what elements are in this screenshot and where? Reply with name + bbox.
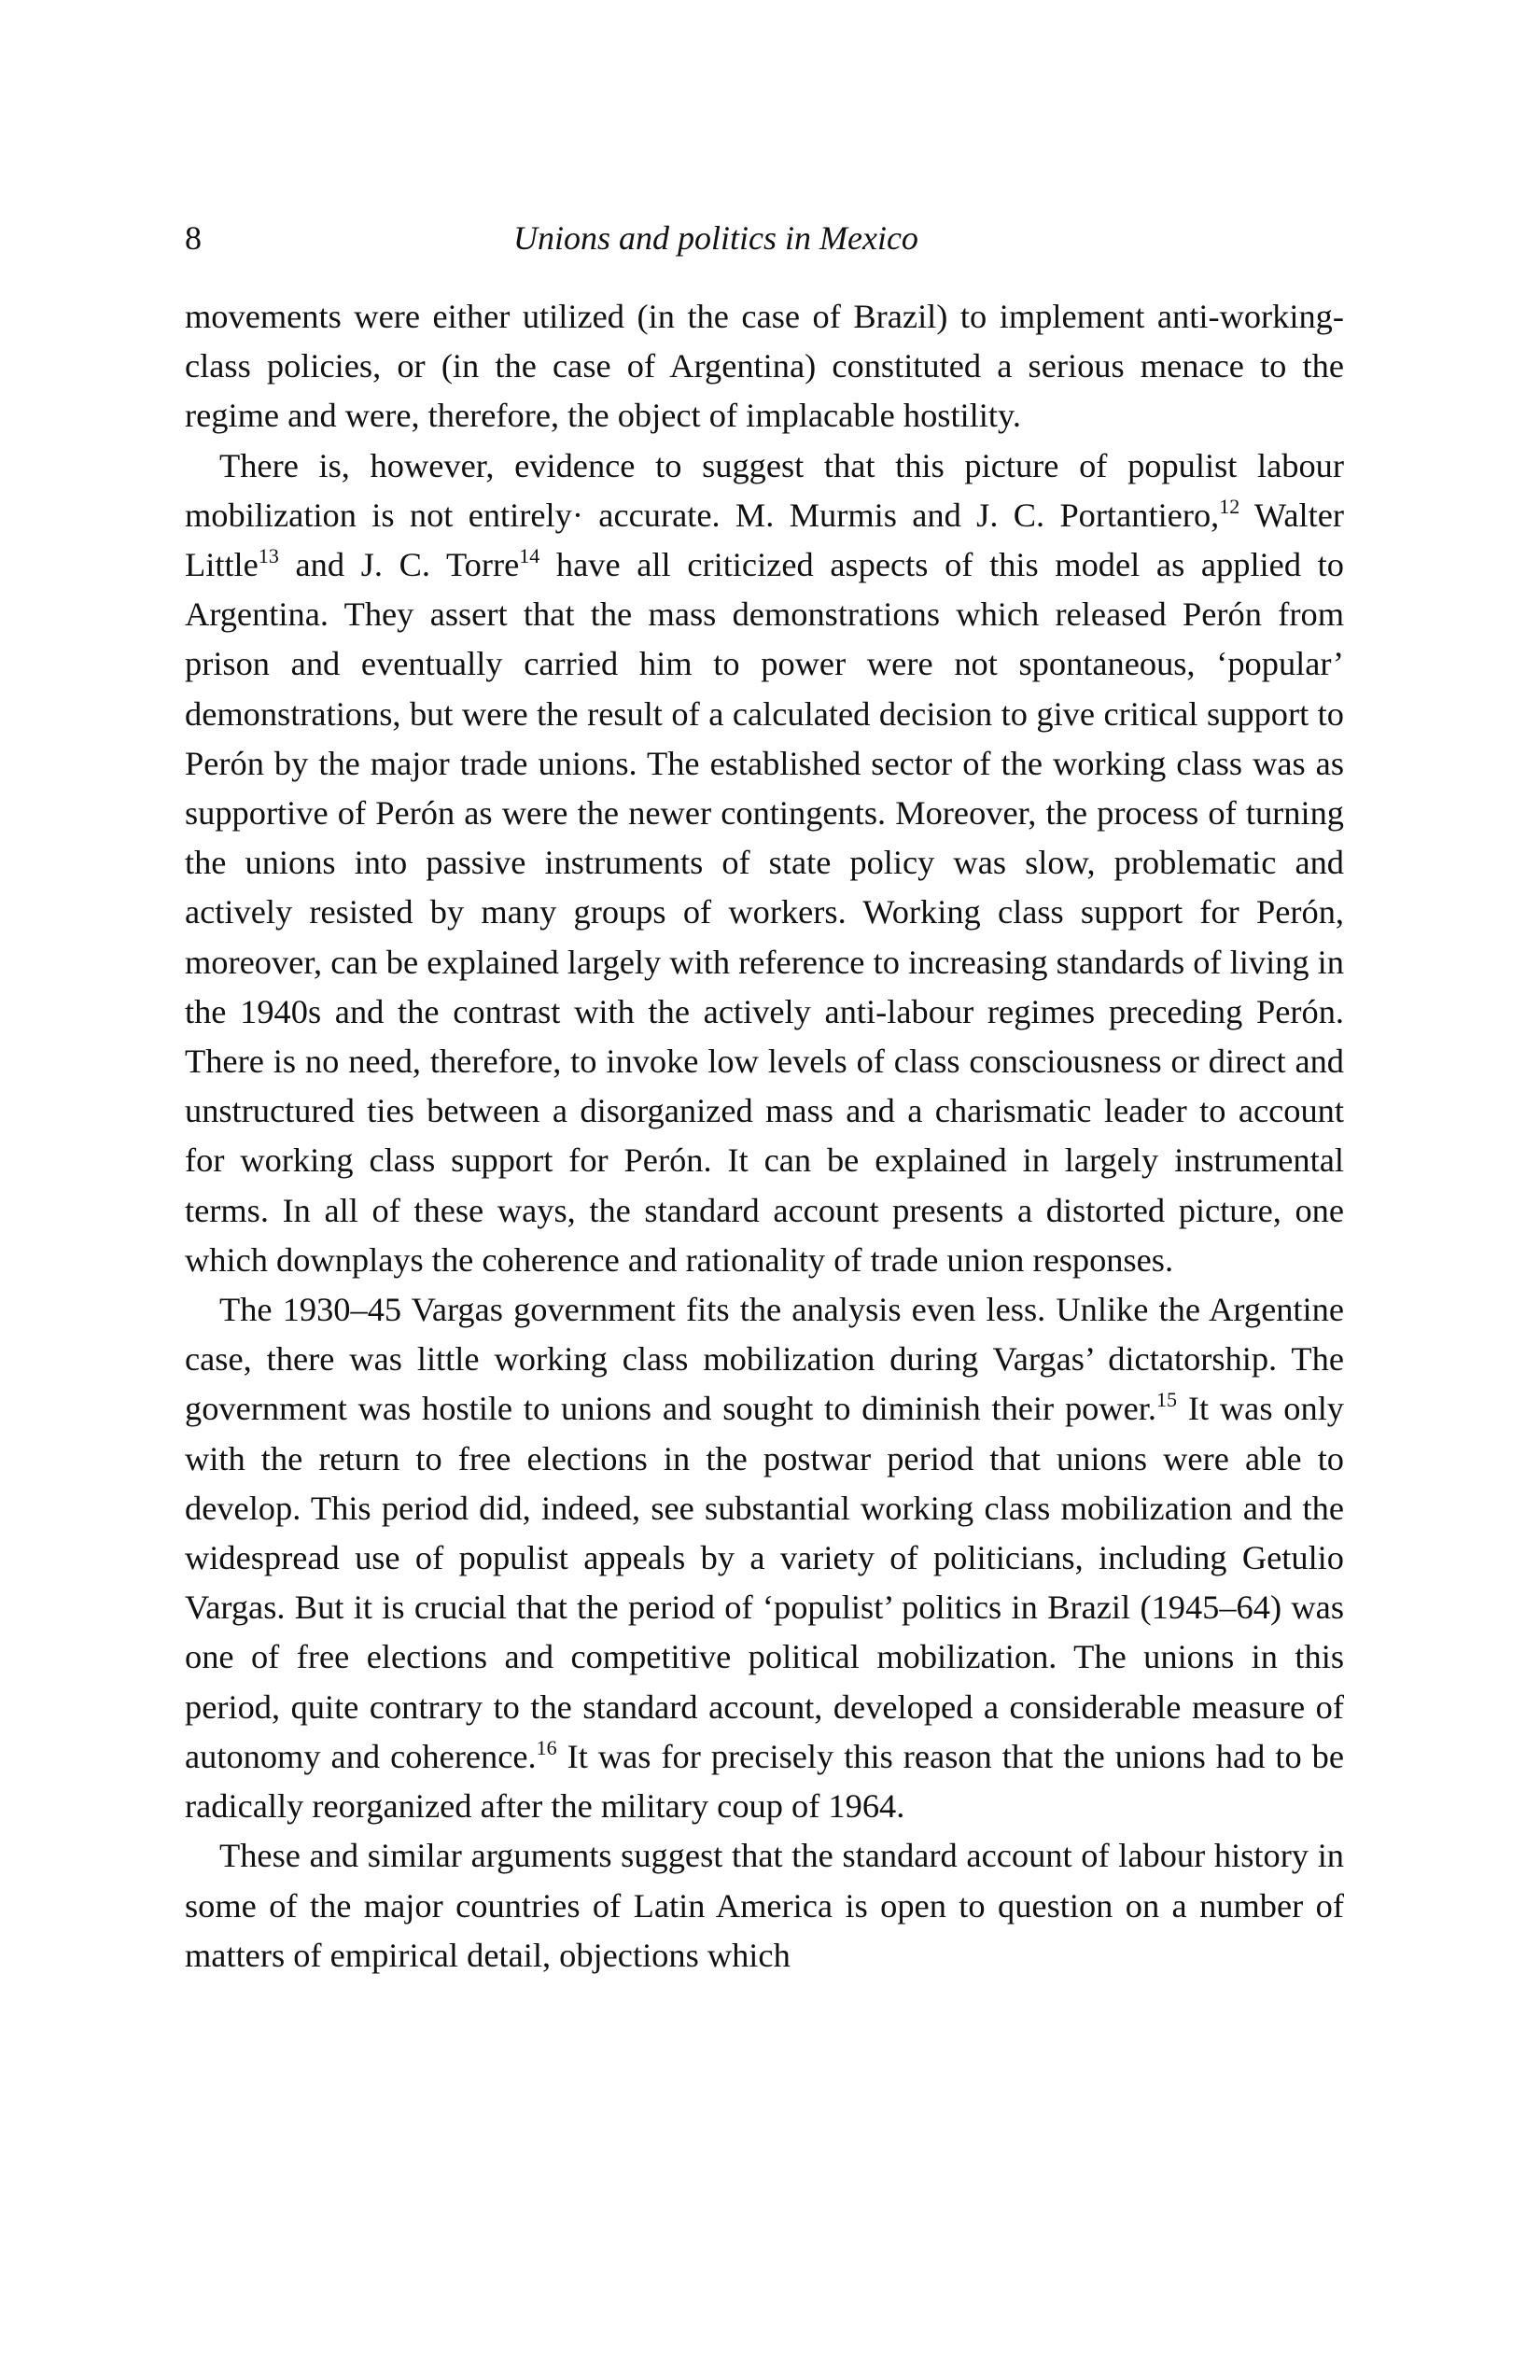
paragraph-2-text-b: Walter Little bbox=[185, 496, 1344, 584]
paragraph-3-text-c: It was for precisely this reason that the unions had to be radically reorganized after the military coup of 1964. bbox=[185, 1737, 1344, 1826]
paragraph-2-text-d: have all criticized aspects of this model as applied to Argentina. They assert that the mass demonstrations which released Perón from prison and eventually carried him to power were not spontaneous, ‘popular’ demonstrations, but were the result of a calculated decision to give critical support to Perón by the major trade unions. The established sector of the working class was as supportive of Perón as were the newer contingents. Moreover, the process of turning the unions into passive instruments of state policy was slow, problematic and actively resisted by many groups of workers. Working class support for Perón, moreover, can be explained largely with reference to increasing standards of living in the 1940s and the contrast with the actively anti-labour regimes preceding Perón. There is no need, therefore, to invoke low levels of class consciousness or direct and unstructured ties between a disorganized mass and a charismatic leader to account for working class support for Perón. It can be explained in largely instrumental terms. In all of these ways, the standard account presents a distorted picture, one which downplays the coherence and rationality of trade union responses. bbox=[185, 546, 1344, 1279]
paragraph-3 bbox=[185, 1285, 1344, 1831]
paragraph-1 bbox=[185, 292, 1344, 441]
footnote-ref-16: 16 bbox=[536, 1735, 557, 1759]
paragraph-4-text: These and similar arguments suggest that the standard account of labour history in some of the major countries of Latin America is open to question on a number of matters of empirical detail, objections which bbox=[185, 1837, 1344, 1974]
paragraph-3-text-a: The 1930–45 Vargas government fits the analysis even less. Unlike the Argentine case, there was little working class mobilization during Vargas’ dictatorship. The government was hostile to unions and sought to diminish their power. bbox=[185, 1291, 1344, 1428]
paragraph-2-text-a: There is, however, evidence to suggest that this picture of populist labour mobilization is not entirely· accurate. M. Murmis and J. C. Portantiero, bbox=[185, 446, 1344, 534]
page-number: 8 bbox=[185, 219, 202, 257]
footnote-ref-14: 14 bbox=[519, 544, 540, 568]
running-head-title: Unions and politics in Mexico bbox=[513, 219, 918, 257]
paragraph-1-text: movements were either utilized (in the case of Brazil) to implement anti-working-class policies, or (in the case of Argentina) constituted a serious menace to the regime and were, therefore, the object of implacable hostility. bbox=[185, 298, 1344, 435]
paragraph-4 bbox=[185, 1831, 1344, 1981]
paragraph-2-text-c: and J. C. Torre bbox=[278, 546, 520, 584]
footnote-ref-12: 12 bbox=[1219, 494, 1240, 518]
footnote-ref-13: 13 bbox=[258, 544, 279, 568]
paragraph-2 bbox=[185, 441, 1344, 1285]
body-text bbox=[185, 292, 1344, 1981]
paragraph-3-text-b: It was only with the return to free elections in the postwar period that unions were able to develop. This period did, indeed, see substantial working class mobilization and the widespread use of populist appeals by a variety of politicians, including Getulio Vargas. But it is crucial that the period of ‘populist’ politics in Brazil (1945–64) was one of free elections and competitive political mobilization. The unions in this period, quite contrary to the standard account, developed a considerable measure of autonomy and coherence. bbox=[185, 1390, 1344, 1775]
book-page bbox=[185, 210, 1344, 1981]
running-head bbox=[185, 210, 1344, 266]
footnote-ref-15: 15 bbox=[1156, 1388, 1178, 1412]
